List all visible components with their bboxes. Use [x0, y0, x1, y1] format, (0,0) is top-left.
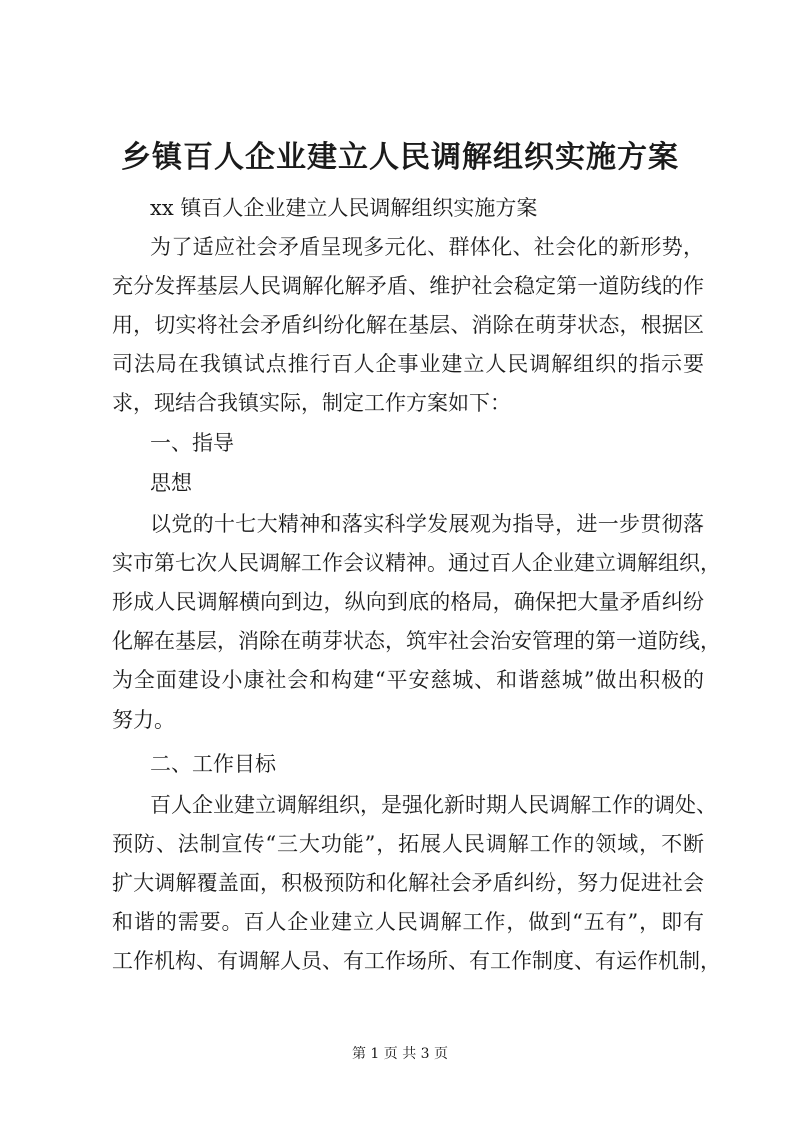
body-line: 扩大调解覆盖面，积极预防和化解社会矛盾纠纷，努力促进社会 [112, 871, 704, 895]
body-line: 实市第七次人民调解工作会议精神。通过百人企业建立调解组织， [112, 551, 721, 575]
body-line: xx 镇百人企业建立人民调解组织实施方案 [150, 196, 538, 220]
body-line: 化解在基层，消除在萌芽状态，筑牢社会治安管理的第一道防线， [112, 629, 721, 653]
body-line: 求，现结合我镇实际，制定工作方案如下： [112, 391, 511, 415]
section-heading: 一、指导 [150, 431, 234, 455]
section-heading: 二、工作目标 [150, 752, 276, 776]
page-footer: 第 1 页 共 3 页 [351, 1046, 449, 1062]
body-line: 充分发挥基层人民调解化解矛盾、维护社会稳定第一道防线的作 [112, 274, 704, 298]
body-line: 努力。 [112, 708, 175, 732]
body-line: 司法局在我镇试点推行百人企事业建立人民调解组织的指示要 [112, 352, 704, 376]
body-line: 为了适应社会矛盾呈现多元化、群体化、社会化的新形势， [150, 235, 704, 259]
body-line: 形成人民调解横向到边，纵向到底的格局，确保把大量矛盾纠纷 [112, 590, 704, 614]
body-line: 预防、法制宣传“三大功能”，拓展人民调解工作的领域，不断 [112, 832, 704, 856]
body-line: 百人企业建立调解组织，是强化新时期人民调解工作的调处、 [150, 793, 717, 817]
body-line: 用，切实将社会矛盾纠纷化解在基层、消除在萌芽状态，根据区 [112, 313, 704, 337]
section-heading: 思想 [150, 471, 192, 495]
body-line: 工作机构、有调解人员、有工作场所、有工作制度、有运作机制， [112, 949, 721, 973]
body-line: 以党的十七大精神和落实科学发展观为指导，进一步贯彻落 [150, 512, 704, 536]
body-line: 为全面建设小康社会和构建“平安慈城、和谐慈城”做出积极的 [112, 668, 704, 692]
body-line: 和谐的需要。百人企业建立人民调解工作，做到“五有”，即有 [112, 910, 704, 934]
document-title: 乡镇百人企业建立人民调解组织实施方案 [121, 140, 679, 175]
